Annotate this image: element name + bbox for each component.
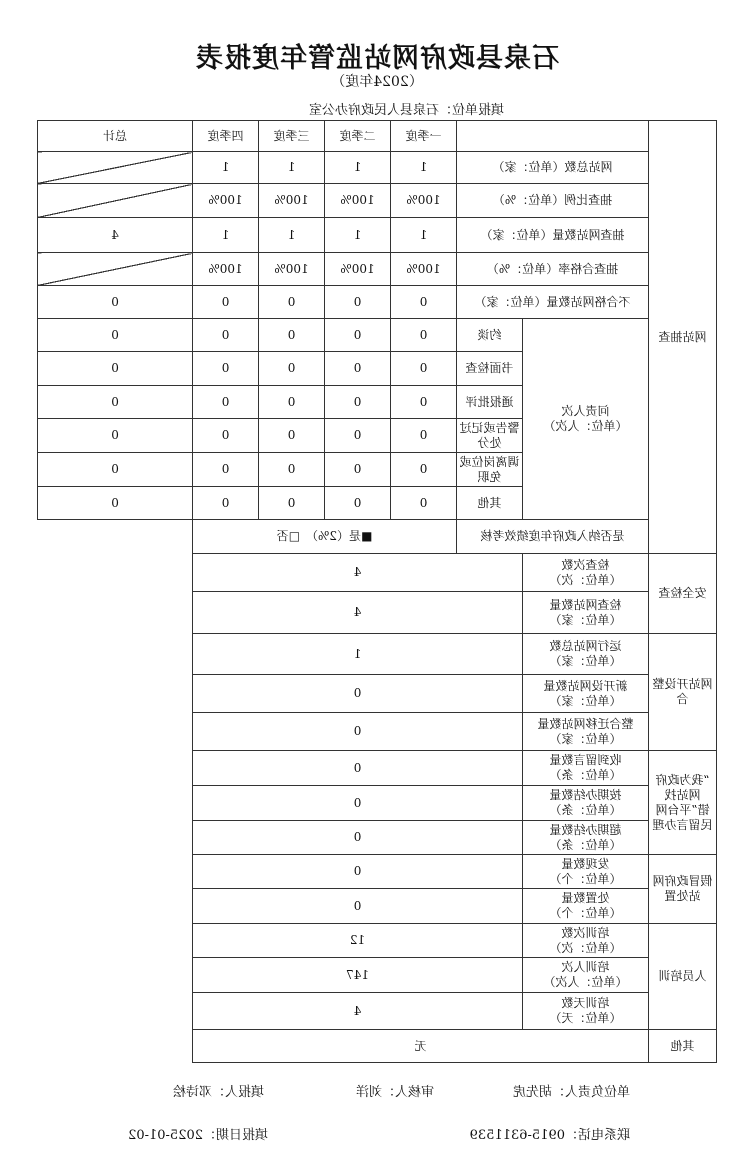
fill-date: 填报日期：2025-01-02 bbox=[128, 1128, 268, 1143]
table-row: 培训人次 （单位：人次） 147 bbox=[38, 958, 717, 993]
other-value: 无 bbox=[193, 1030, 649, 1063]
table-row: 处置数量 （单位：个） 0 bbox=[38, 889, 717, 924]
diagonal-cell bbox=[38, 184, 193, 218]
header-q1: 一季度 bbox=[391, 121, 457, 152]
table-row: 按期办结数量 （单位：条） 0 bbox=[38, 786, 717, 821]
reviewer: 审核人：刘洋 bbox=[355, 1085, 434, 1100]
group-spot-check: 网站抽查 bbox=[649, 121, 717, 554]
table-row: 调离岗位或免职 0 0 0 0 0 bbox=[38, 453, 717, 487]
table-row: 警告或记过处分 0 0 0 0 0 bbox=[38, 419, 717, 453]
filing-unit: 填报单位：石泉县人民政府办公室 bbox=[308, 103, 504, 118]
group-other: 其他 bbox=[649, 1030, 717, 1063]
table-row: “我为政府网站找错”平台网民留言办理 收到留言数量 （单位：条） 0 bbox=[38, 751, 717, 786]
diagonal-cell bbox=[38, 253, 193, 286]
table-row: 培训天数 （单位：天） 4 bbox=[38, 993, 717, 1030]
table-row bbox=[38, 520, 717, 554]
table-row: 抽查网站数量（单位：家） 1 1 1 1 4 bbox=[38, 218, 717, 253]
table-row: 检查网站数量 （单位：家） 4 bbox=[38, 592, 717, 634]
table-row: 书面检查 0 0 0 0 0 bbox=[38, 352, 717, 386]
group-training: 人员培训 bbox=[649, 924, 717, 1030]
assessment-value: ■是（2%） □否 bbox=[193, 520, 457, 554]
unit-leader: 单位负责人：胡先虎 bbox=[512, 1085, 630, 1100]
page-subtitle: （2024年度） bbox=[331, 74, 423, 90]
table-row: 整合迁移网站数量 （单位：家） 0 bbox=[38, 713, 717, 751]
table-row: 超期办结数量 （单位：条） 0 bbox=[38, 821, 717, 855]
diagonal-cell bbox=[38, 152, 193, 184]
table-row: 网站开设整合 运行网站总数 （单位：家） 1 bbox=[38, 634, 717, 675]
group-message: “我为政府网站找错”平台网民留言办理 bbox=[649, 751, 717, 855]
table-row: 安全检查 检查次数 （单位：次） 4 bbox=[38, 554, 717, 592]
report-table bbox=[37, 120, 717, 1063]
group-opening: 网站开设整合 bbox=[649, 634, 717, 751]
accountability-label: 问责人次 （单位：人次） bbox=[523, 319, 649, 520]
header-row bbox=[38, 121, 717, 152]
contact-phone: 联系电话：0915-6311539 bbox=[469, 1128, 630, 1143]
filler: 填报人：邓诗桧 bbox=[172, 1085, 264, 1100]
assessment-label: 是否纳入政府年度绩效考核 bbox=[457, 520, 649, 554]
header-q2: 二季度 bbox=[325, 121, 391, 152]
table-row: 人员培训 培训次数 （单位：次） 12 bbox=[38, 924, 717, 958]
table-row: 新开设网站数量 （单位：家） 0 bbox=[38, 675, 717, 713]
table-row: 问责人次 （单位：人次） 约谈 0 0 0 0 0 bbox=[38, 319, 717, 352]
table-row: 抽查比例（单位：%） 100% 100% 100% 100% bbox=[38, 184, 717, 218]
table-row bbox=[38, 1030, 717, 1063]
header-q3: 三季度 bbox=[259, 121, 325, 152]
table-row: 抽查合格率（单位：%） 100% 100% 100% 100% bbox=[38, 253, 717, 286]
page-title: 石泉县政府网站监管年度报表 bbox=[195, 43, 559, 74]
table-row: 其他 0 0 0 0 0 bbox=[38, 487, 717, 520]
table-row: 通报批评 0 0 0 0 0 bbox=[38, 386, 717, 419]
header-total: 总计 bbox=[38, 121, 193, 152]
table-row: 不合格网站数量（单位：家） 0 0 0 0 0 bbox=[38, 286, 717, 319]
group-security: 安全检查 bbox=[649, 554, 717, 634]
table-row: 假冒政府网站处置 发现数量 （单位：个） 0 bbox=[38, 855, 717, 889]
table-row: 网站总数（单位：家） 1 1 1 1 bbox=[38, 152, 717, 184]
header-q4: 四季度 bbox=[193, 121, 259, 152]
group-fake: 假冒政府网站处置 bbox=[649, 855, 717, 924]
header-blank bbox=[457, 121, 649, 152]
